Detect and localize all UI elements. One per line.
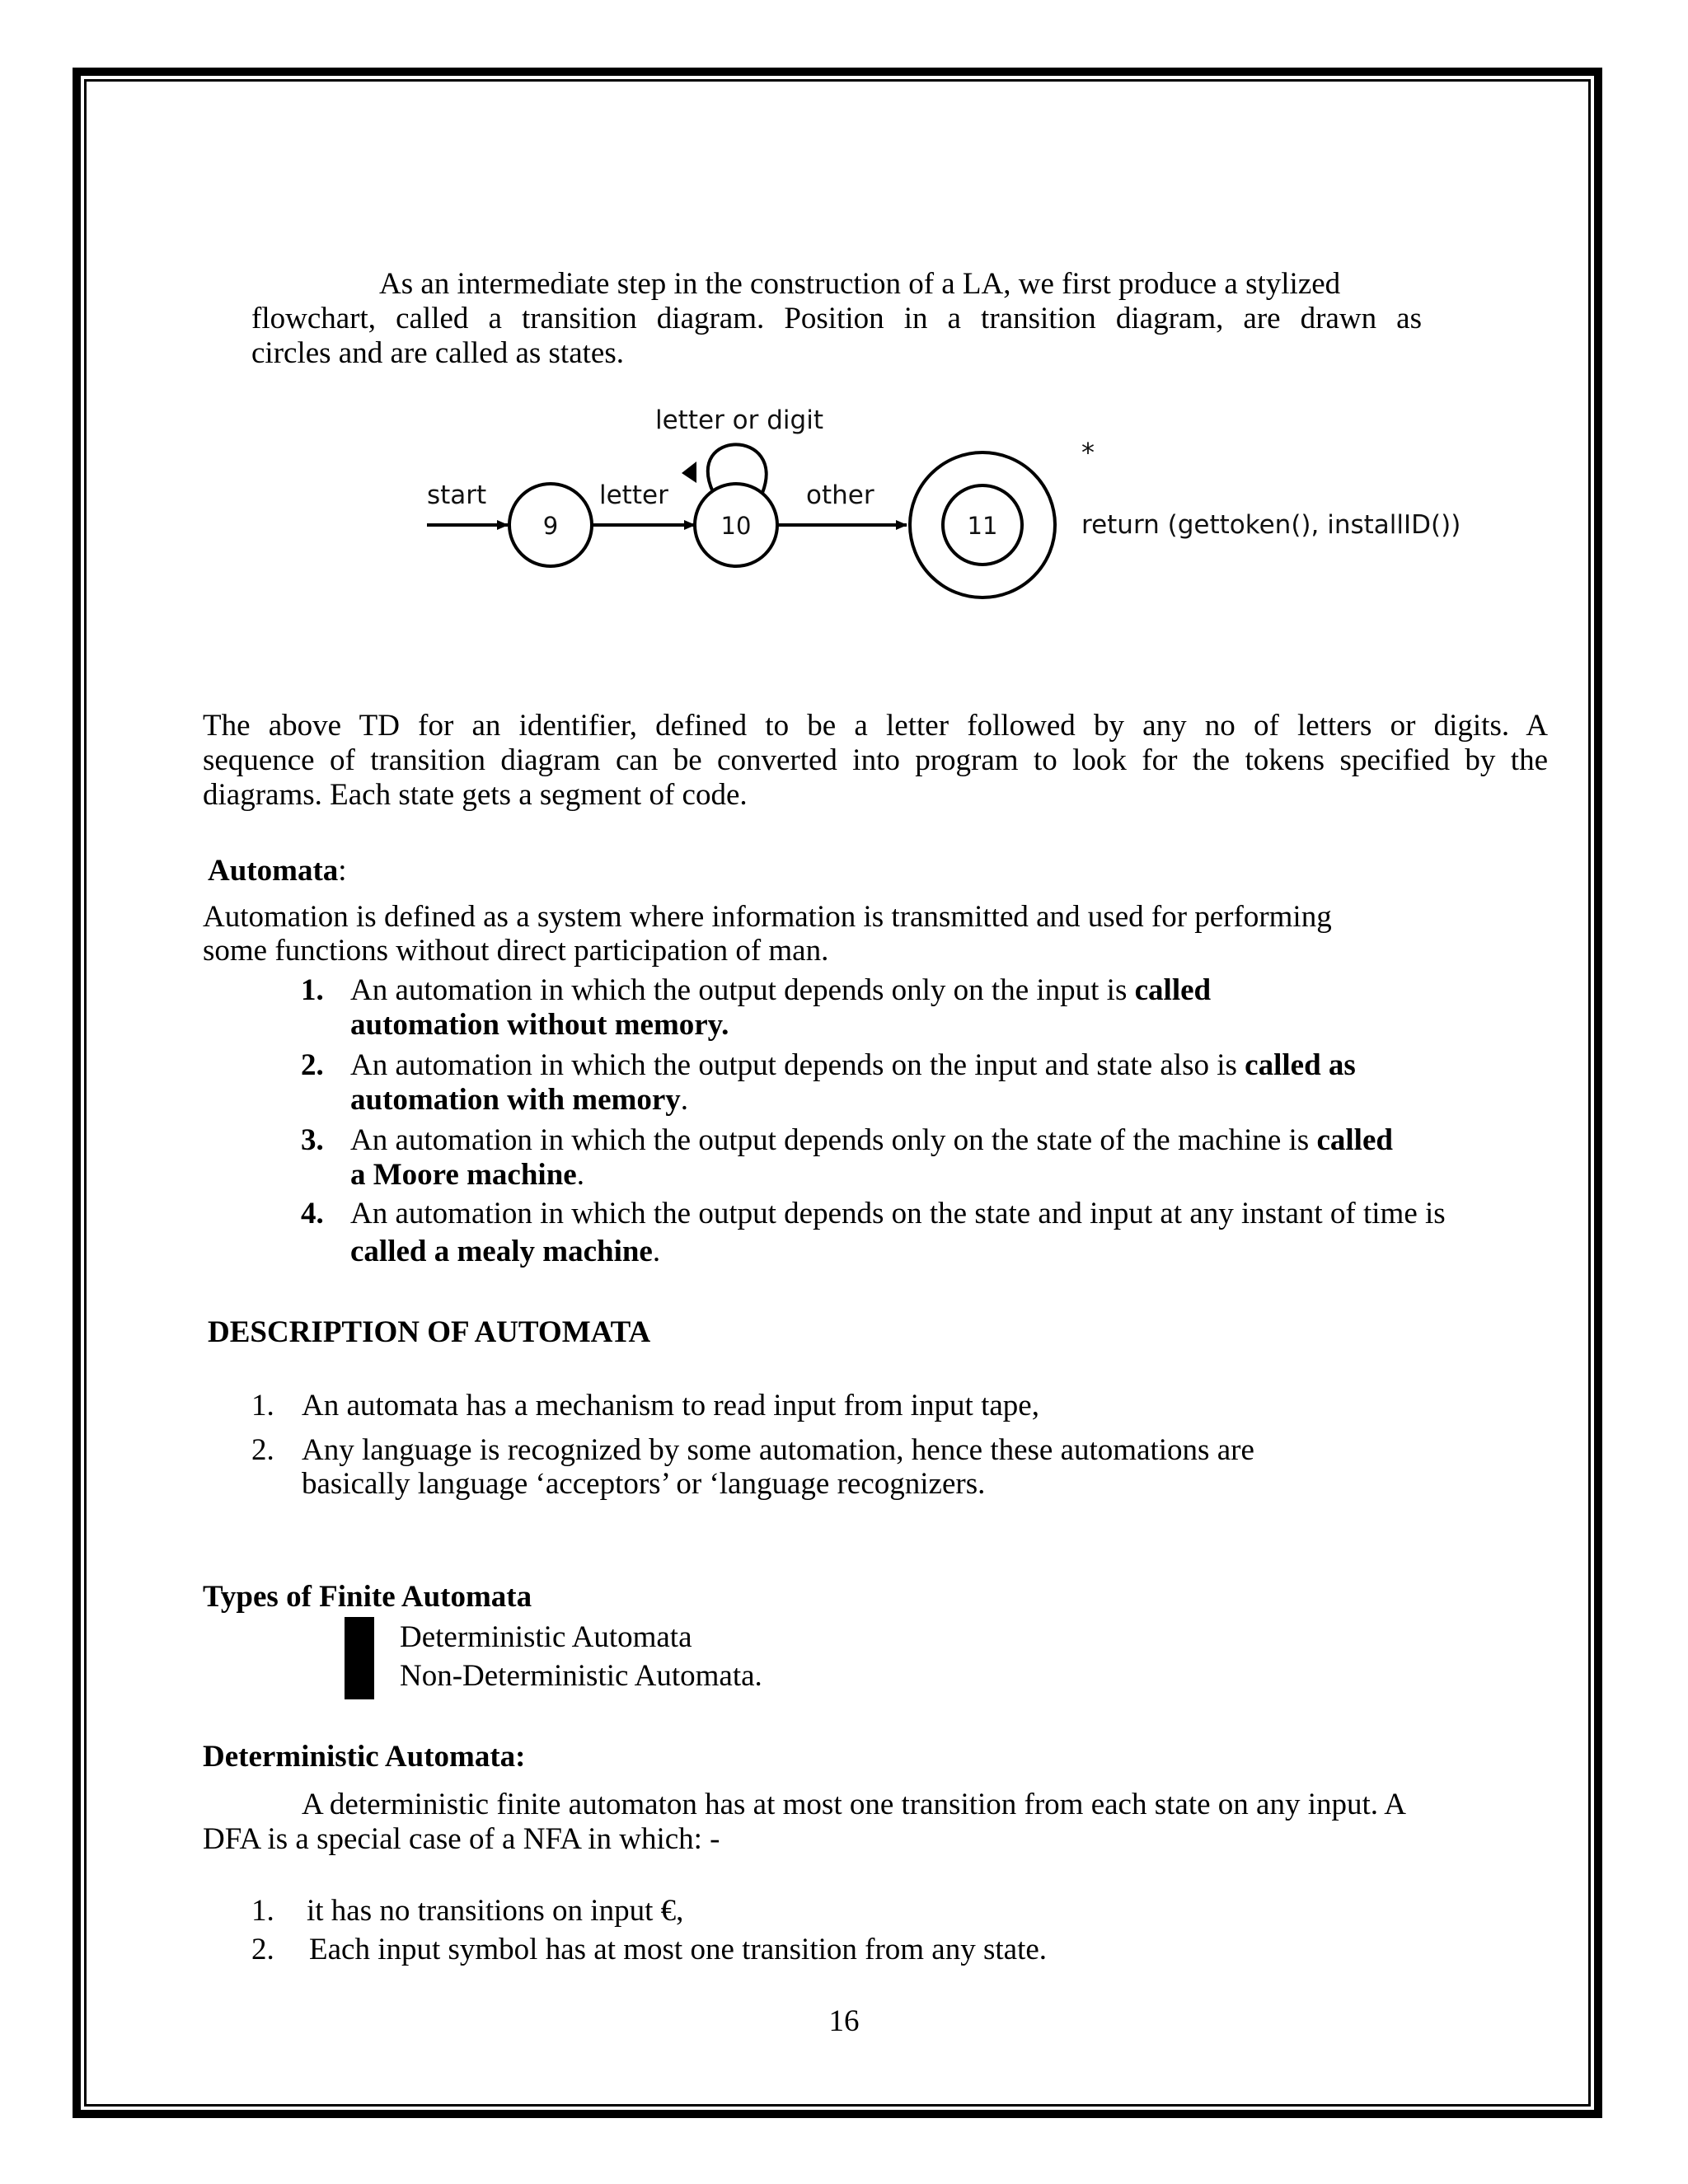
- self-loop-arrowhead: [682, 462, 696, 483]
- state-10-label: 10: [720, 512, 752, 540]
- deterministic-line-1: A deterministic finite automaton has at most one transition from each state on any input. A: [302, 1788, 1406, 1821]
- transition-diagram: [412, 396, 1484, 626]
- automata-def-line-1: Automation is defined as a system where information is transmitted and used for performing: [203, 900, 1332, 934]
- deterministic-heading: Deterministic Automata:: [203, 1740, 526, 1774]
- automata-def-line-2: some functions without direct participation of man.: [203, 934, 829, 968]
- intro-line-2: flowchart, called a transition diagram. Position in a transition diagram, are drawn as: [251, 302, 1422, 335]
- td-line-2: sequence of transition diagram can be converted into program to look for the tokens specified by the: [203, 743, 1548, 777]
- state-11-label: 11: [967, 512, 998, 540]
- td-line-3: diagrams. Each state gets a segment of code.: [203, 778, 748, 812]
- self-loop-label: letter or digit: [655, 405, 823, 435]
- intro-line-1: As an intermediate step in the construction of a LA, we first produce a stylized: [379, 267, 1341, 301]
- state-9-label: 9: [542, 512, 559, 540]
- edge-other-label: other: [806, 480, 874, 510]
- types-heading: Types of Finite Automata: [203, 1580, 532, 1614]
- automata-heading: Automata:: [208, 854, 347, 888]
- td-line-1: The above TD for an identifier, defined to be a letter followed by any no of letters or digits. A: [203, 709, 1548, 743]
- types-bullet-bar: [345, 1617, 374, 1699]
- types-item-nondeterministic: Non-Deterministic Automata.: [400, 1659, 762, 1693]
- self-loop-arc: [708, 444, 767, 493]
- action-text: return (gettoken(), installID()): [1081, 510, 1461, 540]
- types-item-deterministic: Deterministic Automata: [400, 1620, 692, 1654]
- deterministic-line-2: DFA is a special case of a NFA in which: -: [203, 1822, 720, 1856]
- intro-line-3: circles and are called as states.: [251, 336, 624, 370]
- page-number: 16: [828, 2004, 860, 2038]
- retract-star: *: [1081, 437, 1095, 468]
- description-heading: DESCRIPTION OF AUTOMATA: [208, 1315, 651, 1349]
- edge-letter-label: letter: [599, 480, 668, 510]
- start-label: start: [427, 480, 487, 510]
